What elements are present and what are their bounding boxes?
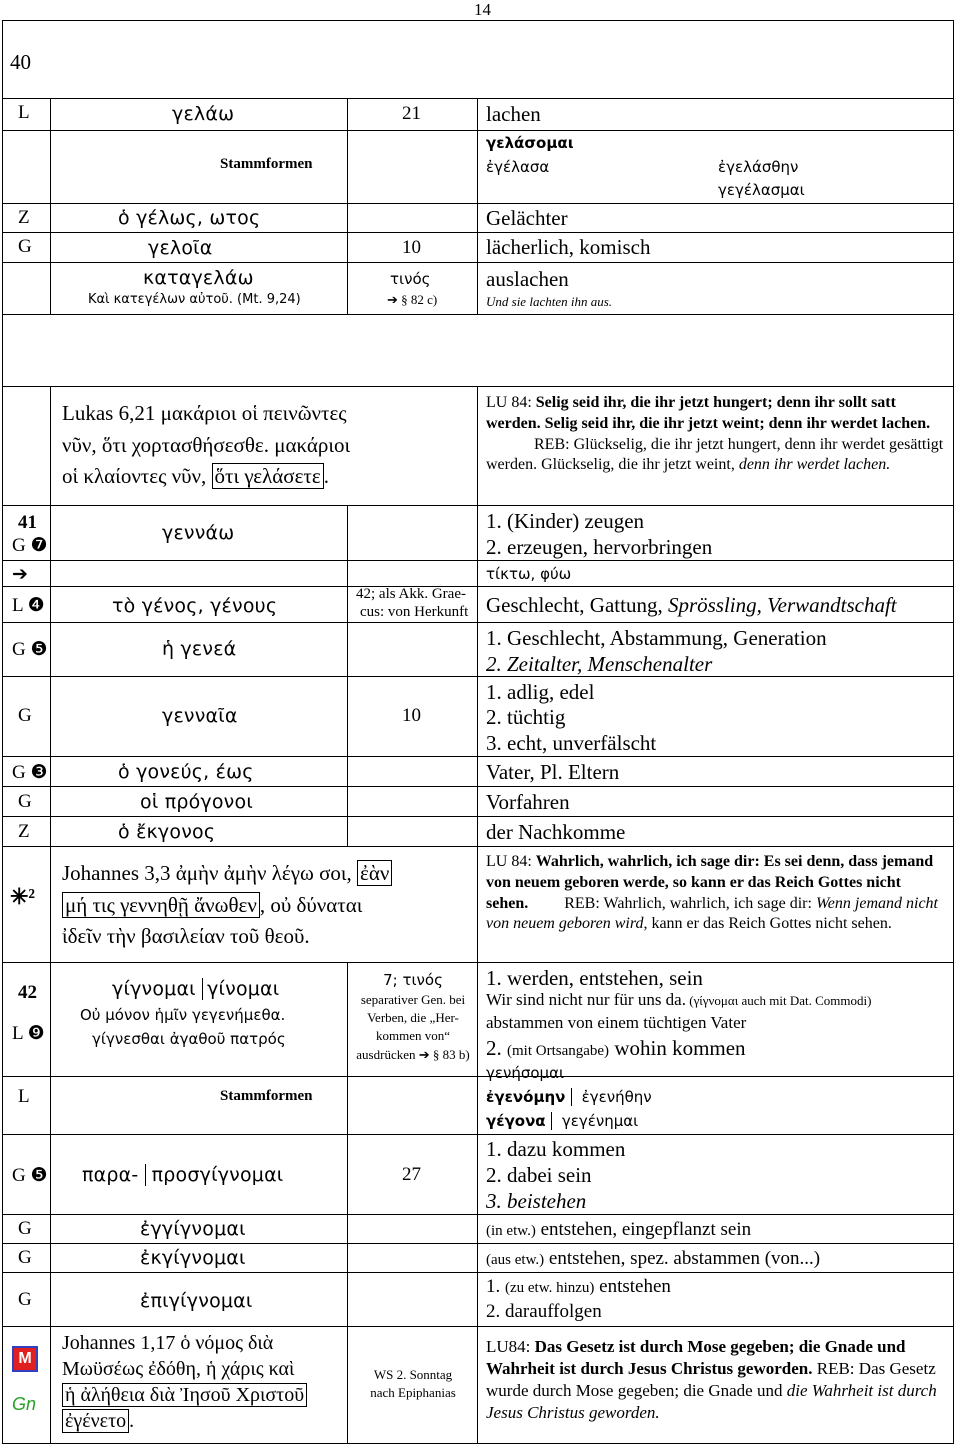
perfect-form [486, 1112, 638, 1130]
example: Οὐ μόνον ἡμῖν γεγενήμεθα. [80, 1006, 286, 1024]
row-type: G [18, 791, 32, 812]
rule [2, 386, 954, 387]
bible-quote [62, 1330, 307, 1434]
bible-quote [62, 398, 350, 493]
future-form: γελάσομαι [486, 134, 574, 152]
meaning-text: wohin kommen [609, 1036, 746, 1060]
meaning: 2. dabei sein [486, 1163, 592, 1187]
bible-quote [62, 858, 392, 953]
translation-block [486, 1336, 948, 1424]
row-type: G [18, 236, 32, 257]
rule [2, 505, 954, 506]
meaning: auslachen [486, 267, 569, 291]
lemma-form: προσγίγνομαι [145, 1164, 284, 1186]
note: cus: von Herkunft [360, 604, 469, 620]
rule [2, 846, 954, 847]
meaning: lächerlich, komisch [486, 235, 651, 259]
rule [2, 1214, 954, 1215]
row-type: G ❺ [12, 1165, 48, 1186]
grammar-ref: ➔ § 82 c) [387, 292, 438, 307]
row-type: Z [18, 207, 30, 228]
note-line: nach Epiphanias [370, 1384, 456, 1400]
meaning: Gelächter [486, 206, 568, 230]
case-note: τινός [390, 270, 431, 288]
meaning-note: (aus etw.) [486, 1252, 545, 1268]
quote-line: νῦν, ὅτι χορτασθήσεσθε. μακάριοι [62, 432, 351, 457]
row-type: G [18, 1218, 32, 1239]
row-type: G [18, 1289, 32, 1310]
row-type: G ❼ [12, 535, 48, 556]
meaning-note: (in etw.) [486, 1223, 536, 1239]
reb-label: REB: [564, 894, 604, 912]
row-type: L [18, 102, 30, 123]
meaning-line: 1. (Kinder) zeugen [486, 509, 645, 533]
quote-line [62, 461, 350, 493]
meaning: 3. beistehen [486, 1189, 587, 1213]
rule [2, 232, 954, 233]
stammformen-label: Stammformen [220, 1088, 313, 1104]
related-words: τίκτω, φύω [486, 565, 572, 583]
rule [2, 586, 954, 587]
frequency: 21 [402, 103, 421, 124]
frequency: 10 [402, 705, 421, 726]
meaning-text: Geschlecht, Gattung, [486, 593, 668, 617]
grammar-note [350, 970, 476, 1064]
rule [2, 786, 954, 787]
quote-line: Johannes 1,17 ὁ νόμος διὰ [62, 1332, 274, 1354]
reb-label: REB: [816, 1359, 859, 1379]
row-type: L ❾ [12, 1023, 45, 1044]
row-type: L ❹ [12, 595, 45, 616]
lemma-variant: γίνομαι [202, 978, 279, 1000]
rule [2, 1076, 954, 1077]
example: γίγνεσθαι ἀγαθοῦ πατρός [92, 1030, 286, 1048]
quote-line: Lukas 6,21 μακάριοι οἱ πεινῶντες [62, 401, 347, 425]
note-line: WS 2. Sonntag [373, 1367, 453, 1382]
row-type: Z [18, 821, 30, 842]
greek-lemma: ὁ ἔκγονος [118, 821, 216, 843]
meaning [486, 593, 897, 618]
lu-label: LU 84: [486, 394, 536, 411]
arrow-icon: ➔ [12, 564, 28, 585]
meaning [486, 1219, 751, 1241]
meaning-text: entstehen, eingepflanzt sein [535, 1219, 752, 1240]
highlighted-phrase: ἡ ἀλήθεια διὰ Ἰησοῦ Χριστοῦ [62, 1383, 307, 1407]
greek-lemma [112, 978, 279, 1000]
future-form: γενήσομαι [486, 1064, 565, 1082]
col-divider [347, 962, 348, 1444]
note-line: separativer Gen. bei [360, 992, 466, 1007]
meaning-text: entstehen, spez. abstammen (von...) [544, 1248, 821, 1269]
quote-line [62, 890, 392, 922]
meaning: 1. werden, entstehen, sein [486, 966, 703, 990]
note-line: ausdrücken ➔ § 83 b) [356, 1046, 470, 1062]
lu-text: Wahrlich, wahrlich, ich sage dir: Es sei denn, dass jemand von neuem geboren werde, so kann er das Reich Gottes nicht sehen. [486, 853, 934, 912]
col-divider [347, 505, 348, 846]
rule [2, 816, 954, 817]
greek-lemma: ἐκγίγνομαι [140, 1247, 246, 1269]
meaning: 3. echt, unverfälscht [486, 731, 657, 755]
row-type: G ❺ [12, 639, 48, 660]
meaning [486, 509, 644, 534]
form-text: γέγονα [486, 1112, 546, 1130]
meaning: abstammen von einem tüchtigen Vater [486, 1013, 747, 1032]
frequency: 10 [402, 237, 421, 258]
rule [2, 1243, 954, 1244]
prefix: παρα- [82, 1164, 139, 1186]
quote-text: . [129, 1410, 135, 1432]
reb-text: Wahrlich, wahrlich, ich sage dir: [603, 894, 816, 912]
note-line: kommen von“ [375, 1028, 450, 1044]
rule [2, 203, 954, 204]
reb-italic: Wenn jemand nicht von neuem geboren wird [486, 894, 938, 933]
meaning-text: 1. [486, 1276, 505, 1297]
meaning [486, 1036, 746, 1061]
quote-line: ἰδεῖν τὴν βασιλείαν τοῦ θεοῦ. [62, 924, 310, 948]
quote-line: Μωϋσέως ἐδόθη, ἡ χάρις καὶ [62, 1358, 295, 1380]
meaning-text: 2. [486, 1036, 507, 1060]
rule [2, 130, 954, 131]
rule [2, 1134, 954, 1135]
highlighted-phrase: μή τις γεννηθῇ ἄνωθεν [62, 892, 260, 918]
quote-text: οἱ κλαίοντες νῦν, [62, 464, 212, 488]
translation-block [486, 852, 946, 935]
reb-text: Glückselig, die ihr jetzt hungert, denn ihr werdet gesättigt werden. Glückselig, die ihr jetzt weint, [486, 435, 944, 474]
meaning: 1. Geschlecht, Abstammung, Generation [486, 626, 827, 650]
note: 42; als Akk. Grae- [356, 586, 466, 602]
lesson-number: 42 [18, 982, 37, 1003]
lu-label: LU 84: [486, 853, 536, 870]
greek-lemma: ὁ γονεύς, έως [118, 761, 254, 783]
quote-text: , οὐ δύναται [259, 892, 363, 917]
translation-block [486, 393, 946, 476]
highlighted-phrase: ὅτι γελάσετε [212, 463, 324, 489]
greek-lemma: τὸ γένος, γένους [112, 595, 278, 617]
lemma-form: γίγνομαι [112, 978, 196, 1000]
greek-lemma: ἐγγίγνομαι [140, 1218, 246, 1240]
row-type: G ❸ [12, 762, 48, 783]
greek-lemma [82, 1164, 283, 1186]
meaning: Vater, Pl. Eltern [486, 760, 620, 784]
meaning: der Nachkomme [486, 820, 626, 844]
greek-lemma: γεννάω [162, 522, 235, 544]
greek-lemma: ἐπιγίγνομαι [140, 1290, 253, 1312]
rule [2, 676, 954, 677]
reading-note [350, 1366, 476, 1401]
lu-text: Das Gesetz ist durch Mose gegeben; die Gnade und Wahrheit ist durch Jesus Christus geworden. [486, 1337, 906, 1379]
quote-line [62, 1382, 307, 1408]
lesson-number: 41 [18, 512, 37, 533]
meaning [486, 990, 871, 1010]
meaning: lachen [486, 102, 541, 126]
greek-lemma: γελοῖα [148, 237, 213, 259]
frequency: 27 [402, 1164, 421, 1185]
col-divider [50, 98, 51, 314]
meaning: 2. Zeitalter, Menschenalter [486, 652, 713, 676]
m-badge-icon: M [12, 1346, 38, 1372]
meaning-italic: Sprössling, Verwandtschaft [667, 593, 897, 617]
meaning: 2. erzeugen, hervorbringen [486, 535, 713, 559]
rule [2, 962, 954, 963]
lu-label: LU84: [486, 1337, 535, 1356]
aorist-form [486, 1088, 652, 1106]
greek-lemma: ὁ γέλως, ωτος [118, 207, 261, 229]
greek-lemma: ἡ γενεά [162, 638, 237, 660]
rule [2, 756, 954, 757]
reb-italic: die Wahrheit ist durch Jesus Christus geworden. [486, 1381, 937, 1423]
rule [2, 1326, 954, 1327]
meaning: 1. adlig, edel [486, 680, 595, 704]
meaning: Vorfahren [486, 790, 570, 814]
row-type: G [18, 1247, 32, 1268]
quote-text: . [323, 464, 329, 488]
example: Καὶ κατεγέλων αὐτοῦ. (Mt. 9,24) [88, 292, 301, 307]
col-divider [50, 386, 51, 1444]
rule [2, 314, 954, 315]
page-number: 14 [474, 0, 491, 19]
reb-italic: denn ihr werdet lachen. [738, 456, 891, 474]
note-line: 7; τινός [383, 971, 443, 989]
lu-text: Selig seid ihr, die ihr jetzt hungert; denn ihr sollt satt werden. Selig seid ihr, die ihr jetzt weint; denn ihr werdet lachen. [486, 394, 931, 432]
row-type: G [18, 705, 32, 726]
col-divider [347, 98, 348, 314]
quote-text: Johannes 3,3 ἀμὴν ἀμὴν λέγω σοι, [62, 861, 358, 885]
meaning [486, 1276, 671, 1298]
meaning: 1. dazu kommen [486, 1137, 626, 1161]
stammformen-label: Stammformen [220, 156, 313, 172]
col-divider [477, 386, 478, 1444]
rule [2, 560, 954, 561]
highlighted-phrase: ἐὰν [357, 860, 392, 886]
greek-lemma: καταγελάω [143, 267, 254, 289]
aorist-form: ἐγέλασα [486, 158, 550, 176]
section-number: 40 [10, 50, 31, 74]
rule [2, 98, 954, 99]
form-text: ἐγενήθην [571, 1088, 652, 1106]
col-divider [477, 98, 478, 314]
aorist-passive-form: ἐγελάσθην [718, 158, 799, 176]
rule [2, 622, 954, 623]
meaning-note: (mit Ortsangabe) [507, 1043, 610, 1059]
meaning-note: (γίγνομαι auch mit Dat. Commodi) [685, 993, 872, 1008]
meaning [486, 1248, 820, 1270]
greek-lemma: οἱ πρόγονοι [140, 791, 253, 813]
meaning-note: (zu etw. hinzu) [505, 1280, 595, 1296]
reb-label: REB: [534, 435, 574, 453]
translation: Und sie lachten ihn aus. [486, 294, 613, 309]
highlighted-phrase: ἐγένετο [62, 1409, 129, 1433]
quote-line [62, 858, 392, 890]
meaning-text: entstehen [594, 1276, 671, 1297]
meaning-text: Wir sind nicht nur für uns da. [486, 990, 686, 1009]
greek-lemma: γελάω [172, 103, 235, 125]
asterisk-icon: ✳² [10, 884, 36, 909]
rule [2, 1272, 954, 1273]
form-text: ἐγενόμην [486, 1088, 566, 1106]
reb-text: Das Gesetz wurde durch Mose gegeben; die Gnade und [486, 1359, 936, 1401]
rule [2, 262, 954, 263]
note-line: Verben, die „Her- [367, 1010, 459, 1026]
form-text: γεγένημαι [551, 1112, 638, 1130]
meaning: 2. tüchtig [486, 705, 566, 729]
perfect-passive-form: γεγέλασμαι [718, 181, 805, 199]
greek-lemma: γενναῖα [162, 705, 238, 727]
quote-line [62, 1408, 307, 1434]
meaning: 2. darauffolgen [486, 1301, 602, 1322]
gn-badge-icon: Gn [12, 1394, 37, 1414]
reb-text: , kann er das Reich Gottes nicht sehen. [643, 915, 892, 933]
row-type: L [18, 1086, 30, 1107]
